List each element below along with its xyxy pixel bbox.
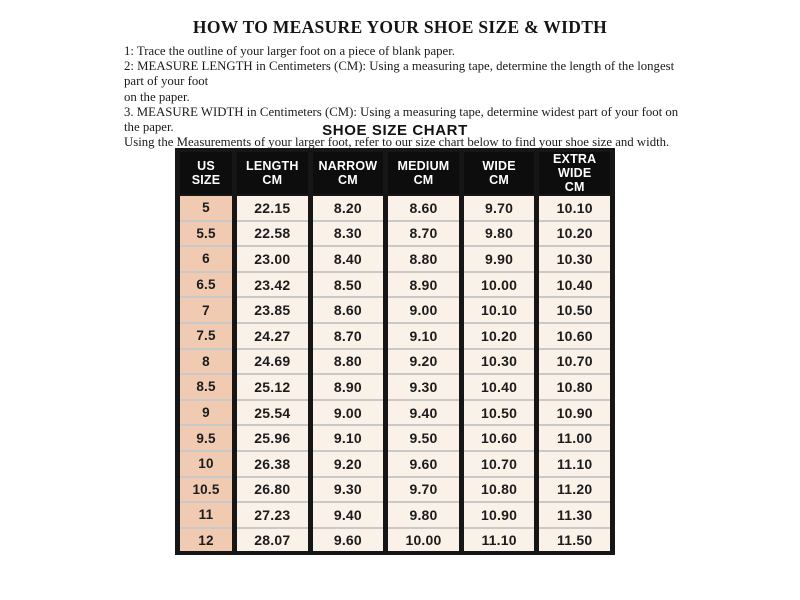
column-header-wide: WIDE CM: [461, 150, 537, 195]
measurement-cell: 27.23: [235, 502, 311, 528]
table-row: [178, 349, 613, 375]
table-row: [178, 451, 613, 477]
measurement-cell: 8.50: [310, 272, 386, 298]
us-size-cell: 9.5: [178, 425, 235, 451]
measurement-cell: 9.20: [386, 349, 462, 375]
measurement-cell: 10.20: [537, 221, 613, 247]
column-header-narrow: NARROW CM: [310, 150, 386, 195]
measurement-cell: 9.30: [310, 477, 386, 503]
measurement-cell: 9.40: [310, 502, 386, 528]
table-row: [178, 323, 613, 349]
us-size-cell: 11: [178, 502, 235, 528]
measurement-cell: 8.20: [310, 195, 386, 221]
us-size-cell: 10.5: [178, 477, 235, 503]
measurement-cell: 24.27: [235, 323, 311, 349]
measurement-cell: 10.90: [461, 502, 537, 528]
measurement-cell: 9.90: [461, 246, 537, 272]
instruction-line: 1: Trace the outline of your larger foot on a piece of blank paper.: [124, 44, 455, 58]
measurement-cell: 9.00: [386, 297, 462, 323]
measurement-cell: 8.70: [310, 323, 386, 349]
chart-section: [175, 122, 615, 555]
measurement-cell: 10.70: [461, 451, 537, 477]
measurement-cell: 9.70: [461, 195, 537, 221]
measurement-cell: 11.10: [461, 528, 537, 554]
table-row: [178, 528, 613, 554]
us-size-cell: 5: [178, 195, 235, 221]
measurement-cell: 10.30: [537, 246, 613, 272]
measurement-cell: 10.70: [537, 349, 613, 375]
column-header-us-size: US SIZE: [178, 150, 235, 195]
measurement-cell: 10.30: [461, 349, 537, 375]
measurement-cell: 11.10: [537, 451, 613, 477]
measurement-cell: 23.42: [235, 272, 311, 298]
measurement-cell: 11.30: [537, 502, 613, 528]
us-size-cell: 5.5: [178, 221, 235, 247]
measurement-cell: 8.80: [310, 349, 386, 375]
measurement-cell: 10.60: [537, 323, 613, 349]
measurement-cell: 10.40: [537, 272, 613, 298]
instruction-line: Using the Measurements of your larger foot, refer to our size chart below to find your shoe size and width.: [124, 135, 670, 150]
header-row: [178, 150, 613, 195]
us-size-cell: 8: [178, 349, 235, 375]
measurement-cell: 9.20: [310, 451, 386, 477]
column-header-length: LENGTH CM: [235, 150, 311, 195]
measurement-cell: 11.20: [537, 477, 613, 503]
measurement-cell: 10.50: [461, 400, 537, 426]
measurement-cell: 10.80: [461, 477, 537, 503]
table-row: [178, 246, 613, 272]
measurement-cell: 8.60: [386, 195, 462, 221]
instruction-line: 2: MEASURE LENGTH in Centimeters (CM): Using a measuring tape, determine the length of the longest part of your foot: [124, 59, 675, 89]
table-row: [178, 425, 613, 451]
measurement-cell: 22.15: [235, 195, 311, 221]
measurement-cell: 23.85: [235, 297, 311, 323]
measurement-cell: 24.69: [235, 349, 311, 375]
measurement-cell: 8.90: [386, 272, 462, 298]
measurement-cell: 28.07: [235, 528, 311, 554]
measurement-cell: 25.54: [235, 400, 311, 426]
measurement-cell: 10.20: [461, 323, 537, 349]
us-size-cell: 7.5: [178, 323, 235, 349]
measurement-cell: 9.10: [310, 425, 386, 451]
measurement-cell: 10.10: [537, 195, 613, 221]
us-size-cell: 7: [178, 297, 235, 323]
measurement-cell: 25.12: [235, 374, 311, 400]
instruction-line: on the paper.: [124, 89, 190, 104]
measurement-cell: 9.80: [386, 502, 462, 528]
column-header-extra-wide: EXTRA WIDE CM: [537, 150, 613, 195]
measurement-cell: 9.00: [310, 400, 386, 426]
us-size-cell: 8.5: [178, 374, 235, 400]
chart-heading: SHOE SIZE CHART: [322, 122, 468, 139]
measurement-cell: 10.80: [537, 374, 613, 400]
measurement-cell: 11.00: [537, 425, 613, 451]
us-size-cell: 12: [178, 528, 235, 554]
measurement-cell: 10.90: [537, 400, 613, 426]
measurement-cell: 8.30: [310, 221, 386, 247]
table-row: [178, 400, 613, 426]
measurement-cell: 9.80: [461, 221, 537, 247]
column-header-medium: MEDIUM CM: [386, 150, 462, 195]
page-title: HOW TO MEASURE YOUR SHOE SIZE & WIDTH: [192, 17, 608, 37]
measurement-cell: 8.70: [386, 221, 462, 247]
us-size-cell: 10: [178, 451, 235, 477]
measurement-cell: 23.00: [235, 246, 311, 272]
measurement-cell: 22.58: [235, 221, 311, 247]
table-header: [178, 150, 613, 195]
measurement-cell: 9.60: [310, 528, 386, 554]
us-size-cell: 6: [178, 246, 235, 272]
table-row: [178, 195, 613, 221]
table-body: [178, 195, 613, 553]
measurement-cell: 10.10: [461, 297, 537, 323]
us-size-cell: 9: [178, 400, 235, 426]
measurement-cell: 9.40: [386, 400, 462, 426]
measurement-cell: 8.80: [386, 246, 462, 272]
measurement-cell: 9.10: [386, 323, 462, 349]
instruction-line: 3. MEASURE WIDTH in Centimeters (CM): Using a measuring tape, determine widest part of your foot on the paper.: [124, 104, 679, 135]
measurement-cell: 10.50: [537, 297, 613, 323]
measurement-cell: 10.60: [461, 425, 537, 451]
measurement-cell: 9.50: [386, 425, 462, 451]
us-size-cell: 6.5: [178, 272, 235, 298]
measurement-cell: 9.60: [386, 451, 462, 477]
measurement-cell: 11.50: [537, 528, 613, 554]
table-row: [178, 272, 613, 298]
measurement-cell: 8.40: [310, 246, 386, 272]
measurement-cell: 10.00: [386, 528, 462, 554]
measurement-cell: 8.90: [310, 374, 386, 400]
measurement-cell: 9.30: [386, 374, 462, 400]
measurement-cell: 8.60: [310, 297, 386, 323]
measurement-cell: 9.70: [386, 477, 462, 503]
measurement-cell: 25.96: [235, 425, 311, 451]
measurement-cell: 26.38: [235, 451, 311, 477]
size-chart-table: [175, 148, 615, 555]
table-row: [178, 221, 613, 247]
table-row: [178, 374, 613, 400]
measurement-cell: 10.00: [461, 272, 537, 298]
table-row: [178, 502, 613, 528]
measurement-cell: 10.40: [461, 374, 537, 400]
table-row: [178, 477, 613, 503]
measurement-cell: 26.80: [235, 477, 311, 503]
table-row: [178, 297, 613, 323]
